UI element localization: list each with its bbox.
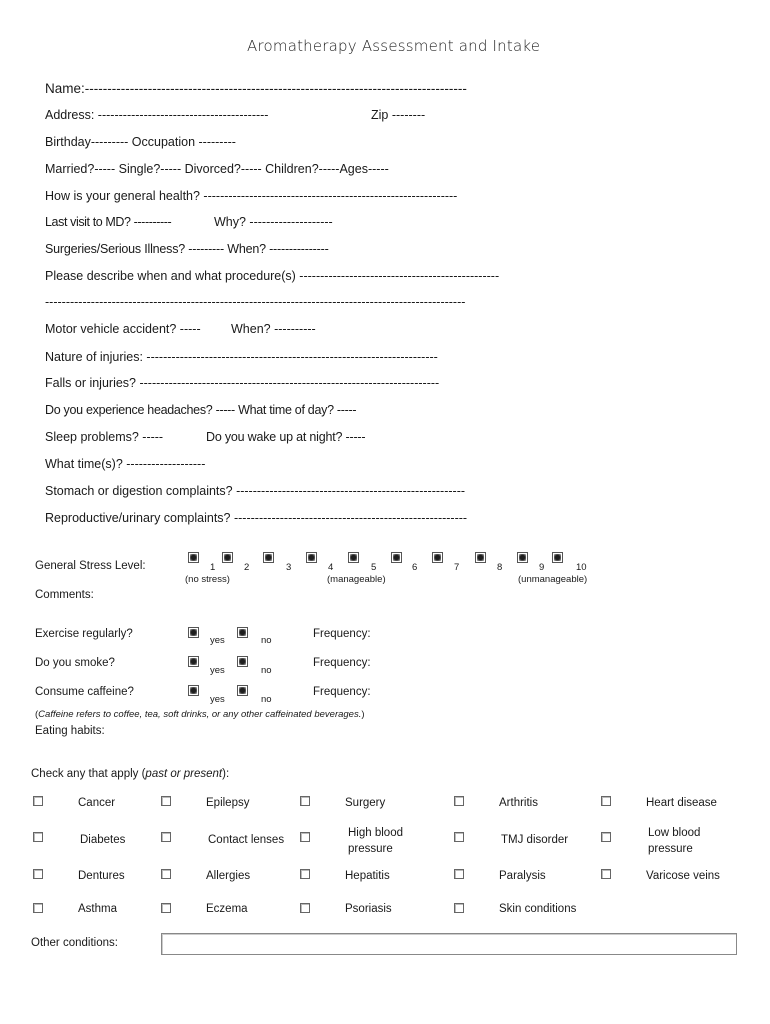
- eczema-label: Eczema: [206, 903, 248, 915]
- contact-lenses-label: Contact lenses: [208, 834, 285, 846]
- low-blood-pressure-label-line1: Low blood: [648, 827, 701, 839]
- stress-high-caption: (unmanageable): [518, 574, 588, 585]
- stress-level-label: General Stress Level:: [35, 560, 146, 572]
- asthma-label: Asthma: [78, 903, 117, 915]
- wake-at-night-line: Do you wake up at night? -----: [206, 430, 366, 444]
- arthritis-checkbox[interactable]: [454, 796, 464, 806]
- stress-low-caption: (no stress): [185, 574, 230, 585]
- low-blood-pressure-checkbox[interactable]: [601, 832, 611, 842]
- heart-disease-label: Heart disease: [646, 797, 717, 809]
- caffeine-no-radio[interactable]: [237, 685, 248, 696]
- heart-disease-checkbox[interactable]: [601, 796, 611, 806]
- accident-when-line: When? ----------: [231, 322, 316, 336]
- exercise-frequency-label: Frequency:: [313, 628, 371, 640]
- exercise-no-radio[interactable]: [237, 627, 248, 638]
- hepatitis-label: Hepatitis: [345, 870, 390, 882]
- stress-number-6: 6: [412, 562, 418, 573]
- stress-level-4-radio[interactable]: [306, 552, 317, 563]
- stress-number-2: 2: [244, 562, 250, 573]
- dentures-checkbox[interactable]: [33, 869, 43, 879]
- stress-number-5: 5: [371, 562, 377, 573]
- what-times-line: What time(s)? -------------------: [45, 457, 206, 471]
- caffeine-note: (Caffeine refers to coffee, tea, soft drinks, or any other caffeinated beverages.): [35, 709, 365, 720]
- dentures-label: Dentures: [78, 870, 125, 882]
- zip-line: Zip --------: [371, 108, 426, 122]
- exercise-yes-radio[interactable]: [188, 627, 199, 638]
- exercise-label: Exercise regularly?: [35, 628, 133, 640]
- tmj-disorder-label: TMJ disorder: [501, 834, 569, 846]
- stress-number-3: 3: [286, 562, 292, 573]
- cancer-checkbox[interactable]: [33, 796, 43, 806]
- general-health-line: How is your general health? -------------------------------------------------------------: [45, 189, 458, 203]
- asthma-checkbox[interactable]: [33, 903, 43, 913]
- stress-number-7: 7: [454, 562, 460, 573]
- sleep-problems-line: Sleep problems? -----: [45, 430, 164, 444]
- diabetes-label: Diabetes: [80, 834, 126, 846]
- address-line: Address: -----------------------------------------: [45, 108, 269, 122]
- varicose-veins-checkbox[interactable]: [601, 869, 611, 879]
- low-blood-pressure-label-line2: pressure: [648, 843, 693, 855]
- stomach-complaints-line: Stomach or digestion complaints? -------------------------------------------------------: [45, 484, 466, 498]
- exercise-no-label: no: [261, 635, 272, 646]
- stress-level-7-radio[interactable]: [432, 552, 443, 563]
- procedure-line: Please describe when and what procedure(s) ------------------------------------------------: [45, 269, 500, 283]
- paralysis-label: Paralysis: [499, 870, 546, 882]
- reproductive-complaints-line: Reproductive/urinary complaints? --------------------------------------------------------: [45, 511, 468, 525]
- allergies-label: Allergies: [206, 870, 251, 882]
- caffeine-yes-radio[interactable]: [188, 685, 199, 696]
- comments-label: Comments:: [35, 589, 94, 601]
- eczema-checkbox[interactable]: [161, 903, 171, 913]
- eating-habits-label: Eating habits:: [35, 725, 105, 737]
- stress-number-9: 9: [539, 562, 545, 573]
- high-blood-pressure-label-line2: pressure: [348, 843, 393, 855]
- procedure-continuation-line: -----------------------------------------------------------------------------------------------------: [45, 295, 466, 309]
- stress-number-8: 8: [497, 562, 503, 573]
- stress-mid-caption: (manageable): [327, 574, 386, 585]
- birthday-occupation-line: Birthday--------- Occupation ---------: [45, 135, 236, 149]
- smoke-no-radio[interactable]: [237, 656, 248, 667]
- contact-lenses-checkbox[interactable]: [161, 832, 171, 842]
- smoke-yes-label: yes: [210, 665, 225, 676]
- last-visit-line: Last visit to MD? ----------: [45, 215, 172, 229]
- diabetes-checkbox[interactable]: [33, 832, 43, 842]
- why-line: Why? --------------------: [214, 215, 333, 229]
- caffeine-no-label: no: [261, 694, 272, 705]
- hepatitis-checkbox[interactable]: [300, 869, 310, 879]
- caffeine-frequency-label: Frequency:: [313, 686, 371, 698]
- stress-level-3-radio[interactable]: [263, 552, 274, 563]
- other-conditions-input[interactable]: [161, 933, 737, 955]
- skin-conditions-label: Skin conditions: [499, 903, 577, 915]
- stress-level-1-radio[interactable]: [188, 552, 199, 563]
- high-blood-pressure-checkbox[interactable]: [300, 832, 310, 842]
- falls-line: Falls or injuries? ------------------------------------------------------------------------: [45, 376, 440, 390]
- allergies-checkbox[interactable]: [161, 869, 171, 879]
- nature-of-injuries-line: Nature of injuries: ----------------------------------------------------------------------: [45, 350, 438, 364]
- caffeine-yes-label: yes: [210, 694, 225, 705]
- epilepsy-label: Epilepsy: [206, 797, 250, 809]
- smoke-no-label: no: [261, 665, 272, 676]
- stress-number-10: 10: [576, 562, 587, 573]
- exercise-yes-label: yes: [210, 635, 225, 646]
- smoke-yes-radio[interactable]: [188, 656, 199, 667]
- form-title: Aromatherapy Assessment and Intake: [247, 37, 541, 55]
- stress-level-6-radio[interactable]: [391, 552, 402, 563]
- smoke-label: Do you smoke?: [35, 657, 115, 669]
- stress-number-1: 1: [210, 562, 216, 573]
- motor-vehicle-accident-line: Motor vehicle accident? -----: [45, 322, 201, 336]
- name-line: Name:-------------------------------------------------------------------------------------: [45, 81, 467, 96]
- conditions-heading: Check any that apply (past or present):: [31, 768, 230, 780]
- other-conditions-label: Other conditions:: [31, 937, 118, 949]
- varicose-veins-label: Varicose veins: [646, 870, 720, 882]
- headaches-line: Do you experience headaches? ----- What time of day? -----: [45, 403, 357, 417]
- paralysis-checkbox[interactable]: [454, 869, 464, 879]
- psoriasis-label: Psoriasis: [345, 903, 392, 915]
- skin-conditions-checkbox[interactable]: [454, 903, 464, 913]
- surgeries-line: Surgeries/Serious Illness? --------- When? ---------------: [45, 242, 329, 256]
- stress-level-5-radio[interactable]: [348, 552, 359, 563]
- epilepsy-checkbox[interactable]: [161, 796, 171, 806]
- stress-level-2-radio[interactable]: [222, 552, 233, 563]
- high-blood-pressure-label-line1: High blood: [348, 827, 403, 839]
- surgery-label: Surgery: [345, 797, 386, 809]
- marital-status-line: Married?----- Single?----- Divorced?----- Children?-----Ages-----: [45, 162, 389, 176]
- stress-level-8-radio[interactable]: [475, 552, 486, 563]
- cancer-label: Cancer: [78, 797, 116, 809]
- arthritis-label: Arthritis: [499, 797, 538, 809]
- psoriasis-checkbox[interactable]: [300, 903, 310, 913]
- smoke-frequency-label: Frequency:: [313, 657, 371, 669]
- stress-level-9-radio[interactable]: [517, 552, 528, 563]
- tmj-disorder-checkbox[interactable]: [454, 832, 464, 842]
- surgery-checkbox[interactable]: [300, 796, 310, 806]
- stress-number-4: 4: [328, 562, 334, 573]
- caffeine-label: Consume caffeine?: [35, 686, 134, 698]
- stress-level-10-radio[interactable]: [552, 552, 563, 563]
